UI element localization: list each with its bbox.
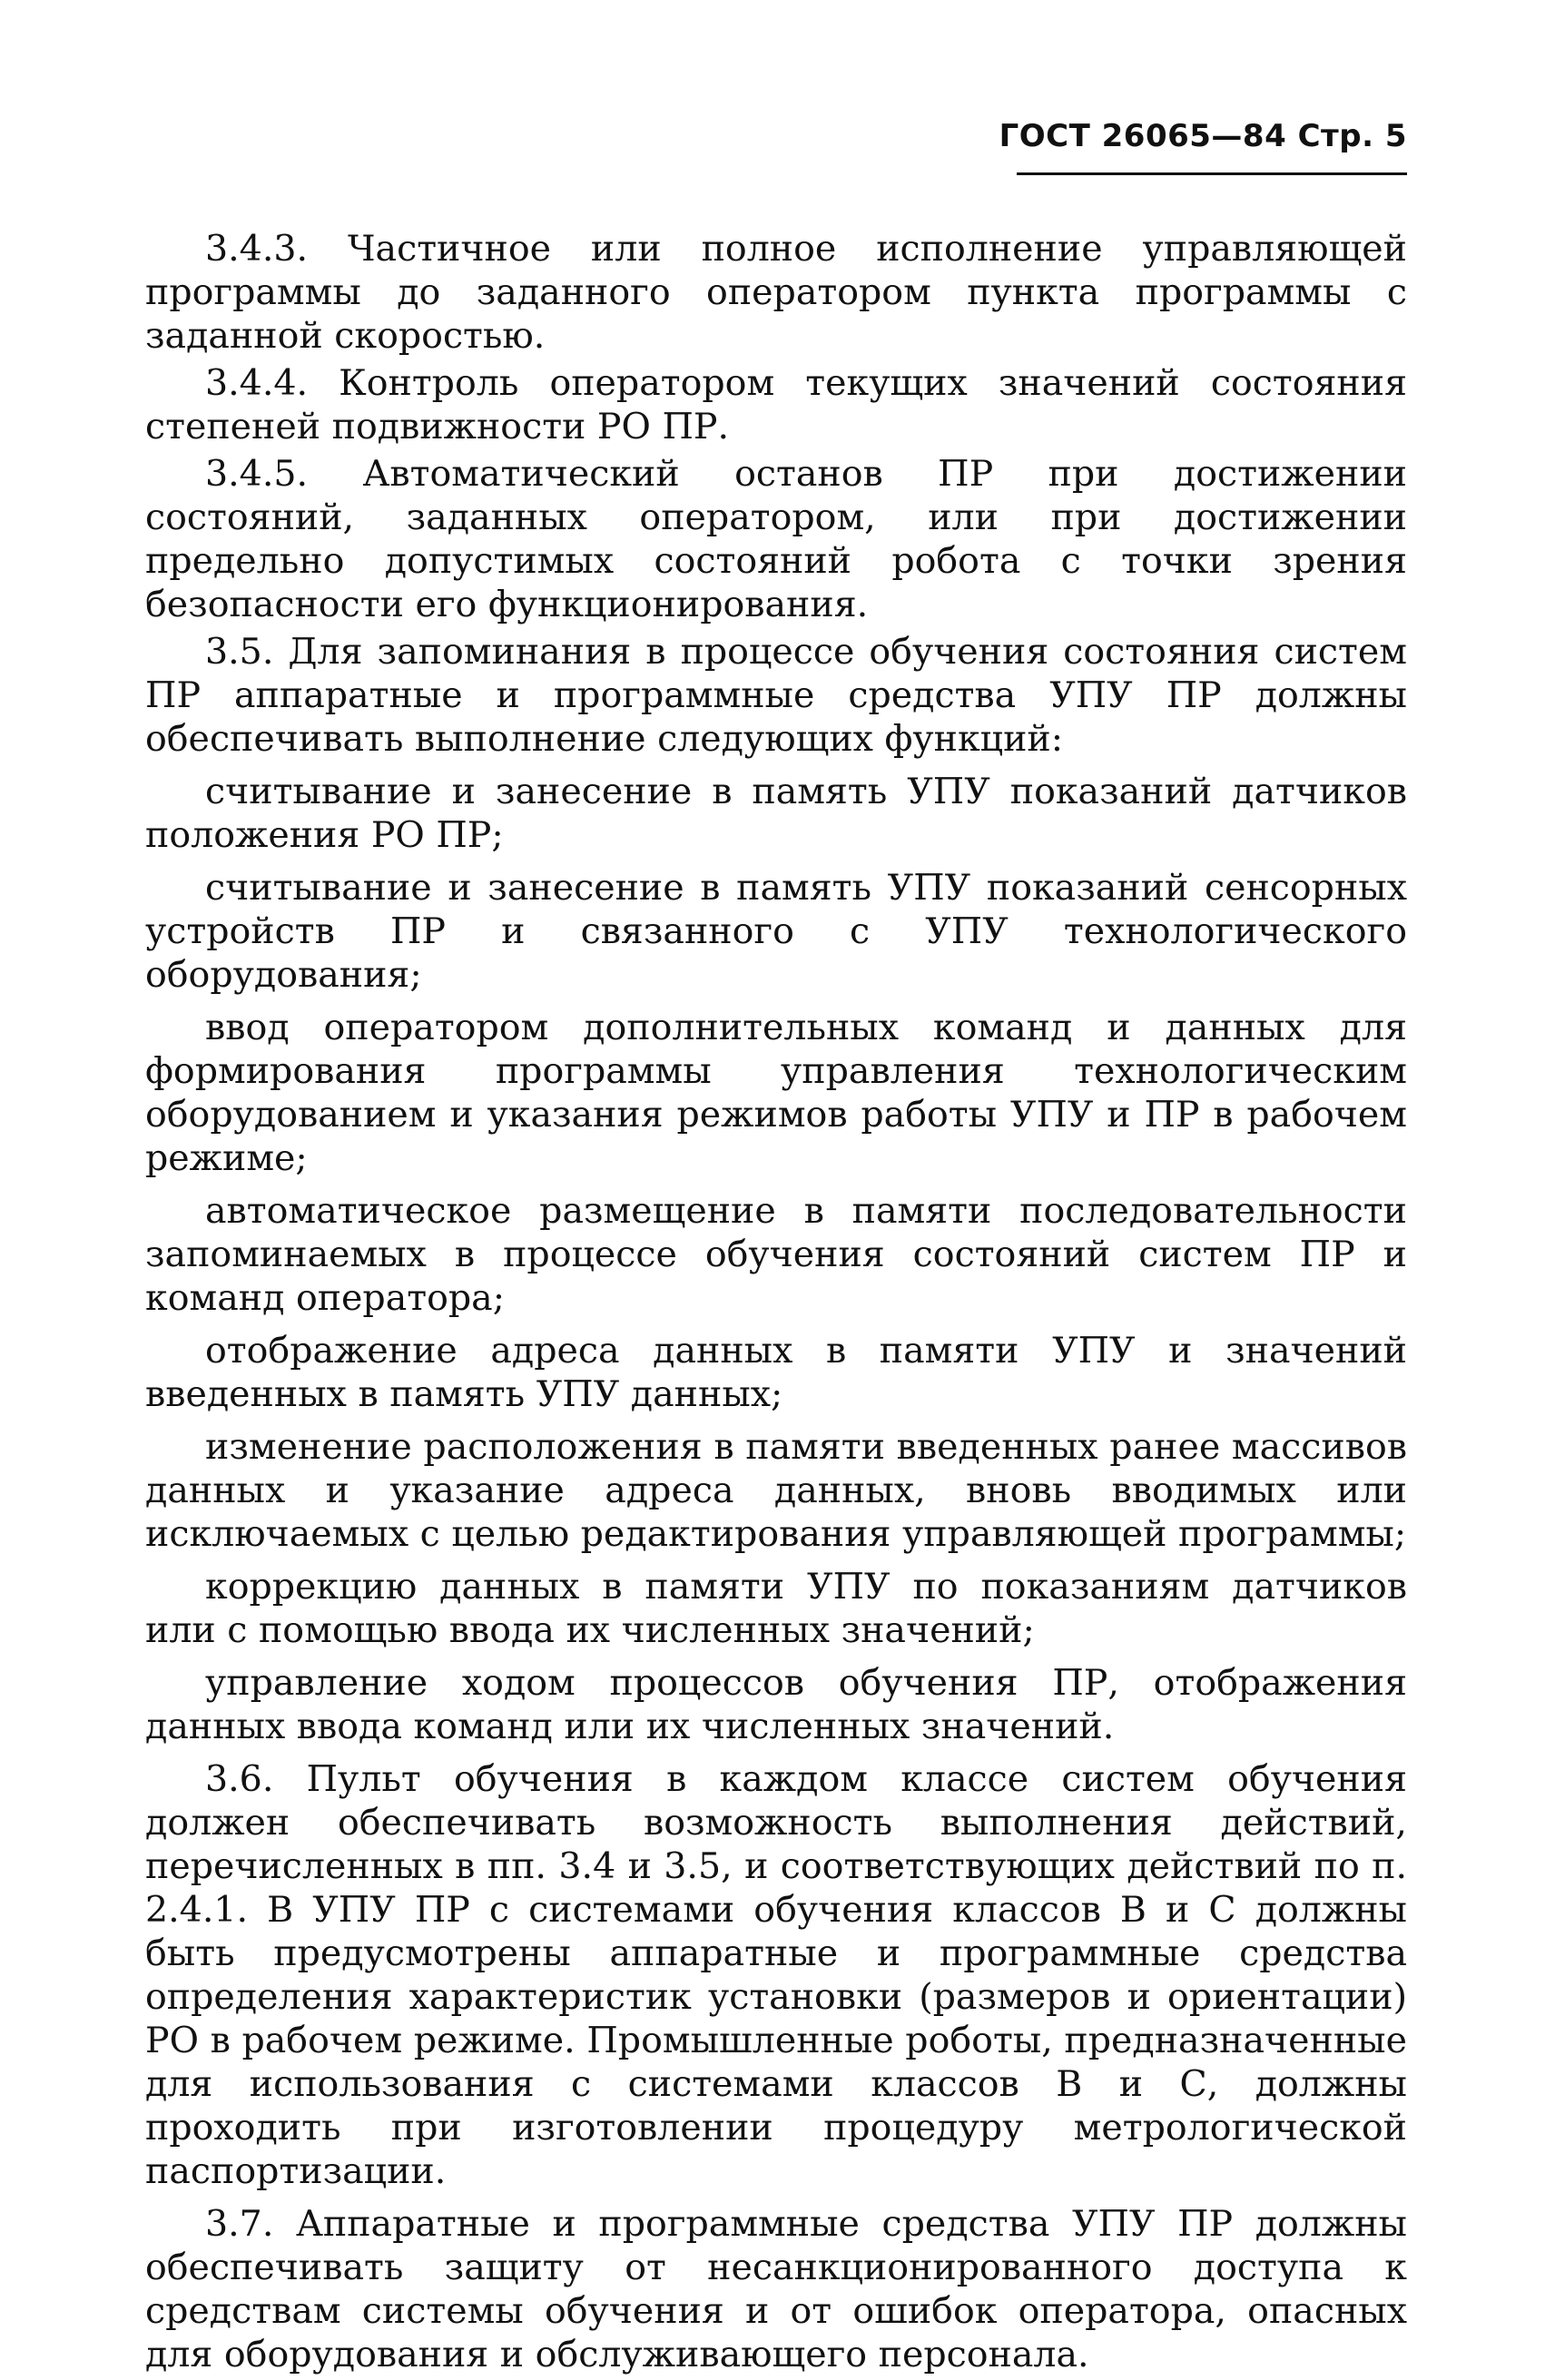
paragraph-3-7: 3.7. Аппаратные и программные средства УПУ ПР должны обеспечивать защиту от несанкционированного доступа к средствам системы обучения и от ошибок оператора, опасных для оборудования и обслуживающего персонала.: [145, 2203, 1407, 2375]
list-item: ввод оператором дополнительных команд и данных для формирования программы управления технологическим оборудованием и указания режимов работы УПУ и ПР в рабочем режиме;: [145, 1007, 1407, 1179]
list-item: отображение адреса данных в памяти УПУ и значений введенных в память УПУ данных;: [145, 1330, 1407, 1415]
running-head: ГОСТ 26065—84 Стр. 5: [999, 118, 1407, 154]
body-text: [145, 227, 1407, 2380]
paragraph-3-4-4: 3.4.4. Контроль оператором текущих значений состояния степеней подвижности РО ПР.: [145, 362, 1407, 447]
paragraph-3-4-5: 3.4.5. Автоматический останов ПР при достижении состояний, заданных оператором, или при достижении предельно допустимых состояний робота с точки зрения безопасности его функционирования.: [145, 453, 1407, 625]
list-item: считывание и занесение в память УПУ показаний датчиков положения РО ПР;: [145, 771, 1407, 856]
list-item: коррекцию данных в памяти УПУ по показаниям датчиков или с помощью ввода их численных значений;: [145, 1566, 1407, 1651]
paragraph-3-4-3: 3.4.3. Частичное или полное исполнение управляющей программы до заданного оператором пункта программы с заданной скоростью.: [145, 228, 1407, 357]
list-item: автоматическое размещение в памяти последовательности запоминаемых в процессе обучения состояний систем ПР и команд оператора;: [145, 1190, 1407, 1319]
paragraph-3-5: 3.5. Для запоминания в процессе обучения состояния систем ПР аппаратные и программные средства УПУ ПР должны обеспечивать выполнение следующих функций:: [145, 631, 1407, 760]
paragraph-3-6: 3.6. Пульт обучения в каждом классе систем обучения должен обеспечивать возможность выполнения действий, перечисленных в пп. 3.4 и 3.5, и соответствующих действий по п. 2.4.1. В УПУ ПР с системами обучения классов В и С должны быть предусмотрены аппаратные и программные средства определения характеристик установки (размеров и ориентации) РО в рабочем режиме. Промышленные роботы, предназначенные для использования с системами классов В и С, должны проходить при изготовлении процедуру метрологической паспортизации.: [145, 1758, 1407, 2192]
list-item: управление ходом процессов обучения ПР, отображения данных ввода команд или их численных значений.: [145, 1662, 1407, 1747]
document-page: [145, 118, 1407, 2375]
list-item: считывание и занесение в память УПУ показаний сенсорных устройств ПР и связанного с УПУ технологического оборудования;: [145, 867, 1407, 996]
header-rule: [1017, 172, 1407, 175]
list-item: изменение расположения в памяти введенных ранее массивов данных и указание адреса данных, вновь вводимых или исключаемых с целью редактирования управляющей программы;: [145, 1426, 1407, 1555]
